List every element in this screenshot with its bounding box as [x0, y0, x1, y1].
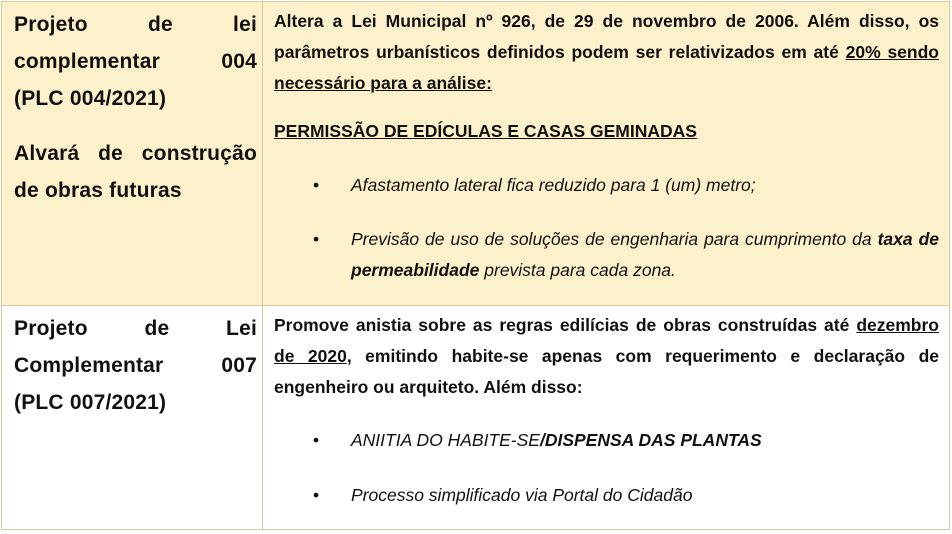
row2-left-cell	[2, 306, 263, 530]
row2-bullet-list	[263, 425, 949, 511]
row1-bullet2-post: prevista para cada zona.	[479, 260, 676, 280]
bullet-icon: •	[313, 430, 320, 450]
list-item	[263, 425, 939, 456]
row2-intro-paragraph	[263, 306, 949, 403]
row1-bullet-list	[263, 170, 949, 286]
bullet-icon: •	[313, 229, 320, 249]
row1-bullet1-text: Afastamento lateral fica reduzido para 1 (um) metro;	[351, 175, 756, 195]
bullet-icon: •	[313, 485, 320, 505]
table-row-plc-007	[2, 306, 950, 530]
row1-section-heading: PERMISSÃO DE EDÍCULAS E CASAS GEMINADAS	[274, 121, 697, 141]
table-row-plc-004	[2, 2, 950, 306]
row1-right-cell	[263, 2, 950, 306]
row1-left-cell	[2, 2, 263, 306]
row2-bullet1-bold: /DISPENSA DAS PLANTAS	[539, 430, 762, 450]
row1-intro-underlined: 20% sendo necessário para a análise:	[274, 42, 939, 93]
row1-intro-text: Altera a Lei Municipal nº 926, de 29 de novembro de 2006. Além disso, os parâmetros urbanísticos definidos podem ser relativizados em até	[274, 11, 939, 62]
row1-bill-subtitle: Alvará de construção de obras futuras	[14, 142, 257, 202]
row2-bill-title: Projeto de Lei Complementar 007 (PLC 007/2021)	[14, 317, 257, 414]
list-item	[263, 480, 939, 511]
list-item	[263, 170, 939, 201]
row1-intro-paragraph	[263, 2, 949, 99]
row2-intro-pre: Promove anistia sobre as regras edilícias de obras construídas até	[274, 315, 857, 335]
row2-intro-post: , emitindo habite-se apenas com requerimento e declaração de engenheiro ou arquiteto. Além disso:	[274, 346, 939, 397]
legislation-table	[1, 1, 950, 530]
row1-bullet2-pre: Previsão de uso de soluções de engenharia para cumprimento da	[351, 229, 878, 249]
row1-bill-title: Projeto de lei complementar 004 (PLC 004/2021)	[14, 13, 257, 110]
bullet-icon: •	[313, 175, 320, 195]
list-item	[263, 224, 939, 286]
row2-bullet1-plain: ANIITIA DO HABITE-SE	[351, 430, 540, 450]
row2-intro-underlined: dezembro de 2020	[274, 315, 939, 366]
row2-right-cell	[263, 306, 950, 530]
row1-bullet2-bold: taxa de permeabilidade	[351, 229, 940, 280]
row2-bullet2-text: Processo simplificado via Portal do Cidadão	[351, 485, 693, 505]
